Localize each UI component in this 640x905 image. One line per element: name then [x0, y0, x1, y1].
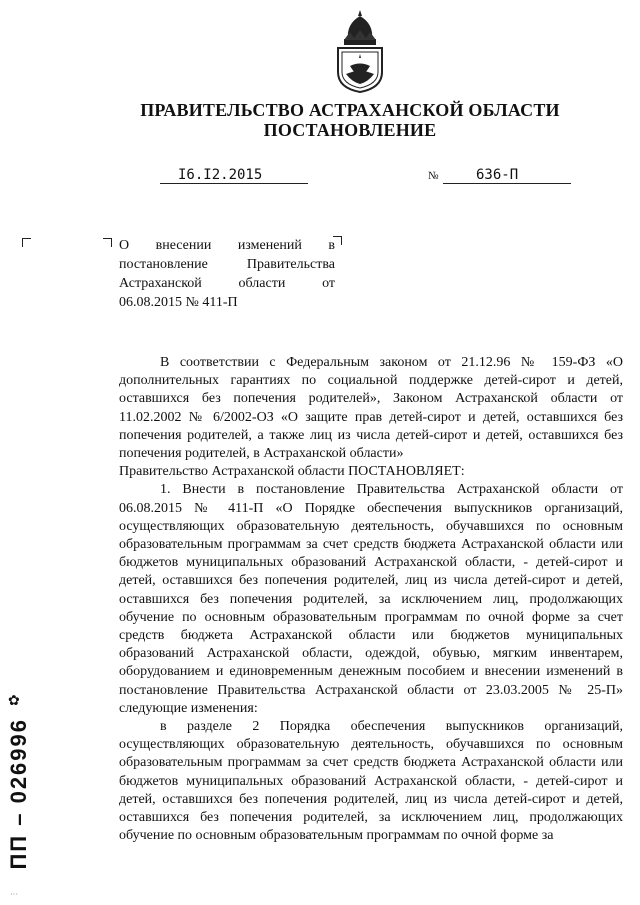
paragraph-legal-basis: В соответствии с Федеральным законом от 21.12.96 № 159-ФЗ «О дополнительных гарантиях по социальной поддержке детей-сирот и детей, оставшихся без попечения родителей», Законом Астраханской области от 11.02.2002 № 6/2002-ОЗ «О защите прав детей-сирот и детей, оставшихся без попечения родителей, а также лиц из числа детей-сирот и детей, оставшихся без попечения родителей, в Астраханской области»	[119, 355, 623, 462]
document-number: 636-П	[476, 167, 519, 183]
document-body	[119, 354, 623, 845]
number-sign: №	[428, 170, 439, 182]
scan-dots: ···	[10, 890, 18, 899]
bracket-corner-left	[22, 238, 31, 247]
side-serial-text: ПП – 026996	[6, 718, 31, 870]
coat-of-arms-icon	[330, 6, 390, 96]
document-date: I6.I2.2015	[178, 167, 263, 183]
paragraph-section-2: в разделе 2 Порядка обеспечения выпускников организаций, осуществляющих образовательную деятельность, обучавшихся по основным образовательным программам за счет средств бюджета Астраханской области или бюджетов муниципальных образований Астраханской области, - детей-сирот и детей, оставшихся без попечения родителей, лиц из числа детей-сирот и детей, оставшихся без попечения родителей, за исключением лиц, продолжающих обучение по основным образовательным программам по очной форме за	[119, 719, 623, 844]
date-underline	[160, 183, 308, 184]
paragraph-resolution: Правительство Астраханской области ПОСТАНОВЛЯЕТ:	[119, 464, 465, 480]
flower-mark-icon: ✿	[8, 694, 20, 709]
paragraph-item-1: 1. Внести в постановление Правительства Астраханской области от 06.08.2015 № 411-П «О Порядке обеспечения выпускников организаций, осуществляющих образовательную деятельность, обучавшихся по основным образовательным программам за счет средств бюджета Астраханской области или бюджетов муниципальных образований Астраханской области, - детей-сирот и детей, оставшихся без попечения родителей, лиц из числа детей-сирот и детей, оставшихся без попечения родителей, за исключением лиц, продолжающих обучение по основным образовательным программам по очной форме за счет средств бюджета Астраханской области или бюджетов муниципальных образований Астраханской области, одеждой, обувью, мягким инвентарем, оборудованием и единовременным денежным пособием и внесении изменений в постановление Правительства Астраханской области от 23.03.2005 № 25-П» следующие изменения:	[119, 482, 623, 716]
document-type-title: ПОСТАНОВЛЕНИЕ	[263, 120, 437, 140]
bracket-corner-mid	[103, 238, 112, 247]
side-serial-number	[6, 718, 34, 878]
organization-title: ПРАВИТЕЛЬСТВО АСТРАХАНСКОЙ ОБЛАСТИ	[140, 100, 560, 120]
number-underline	[443, 183, 571, 184]
document-subject: О внесении изменений в постановление Правительства Астраханской области от 06.08.2015 № 411-П	[119, 238, 335, 310]
